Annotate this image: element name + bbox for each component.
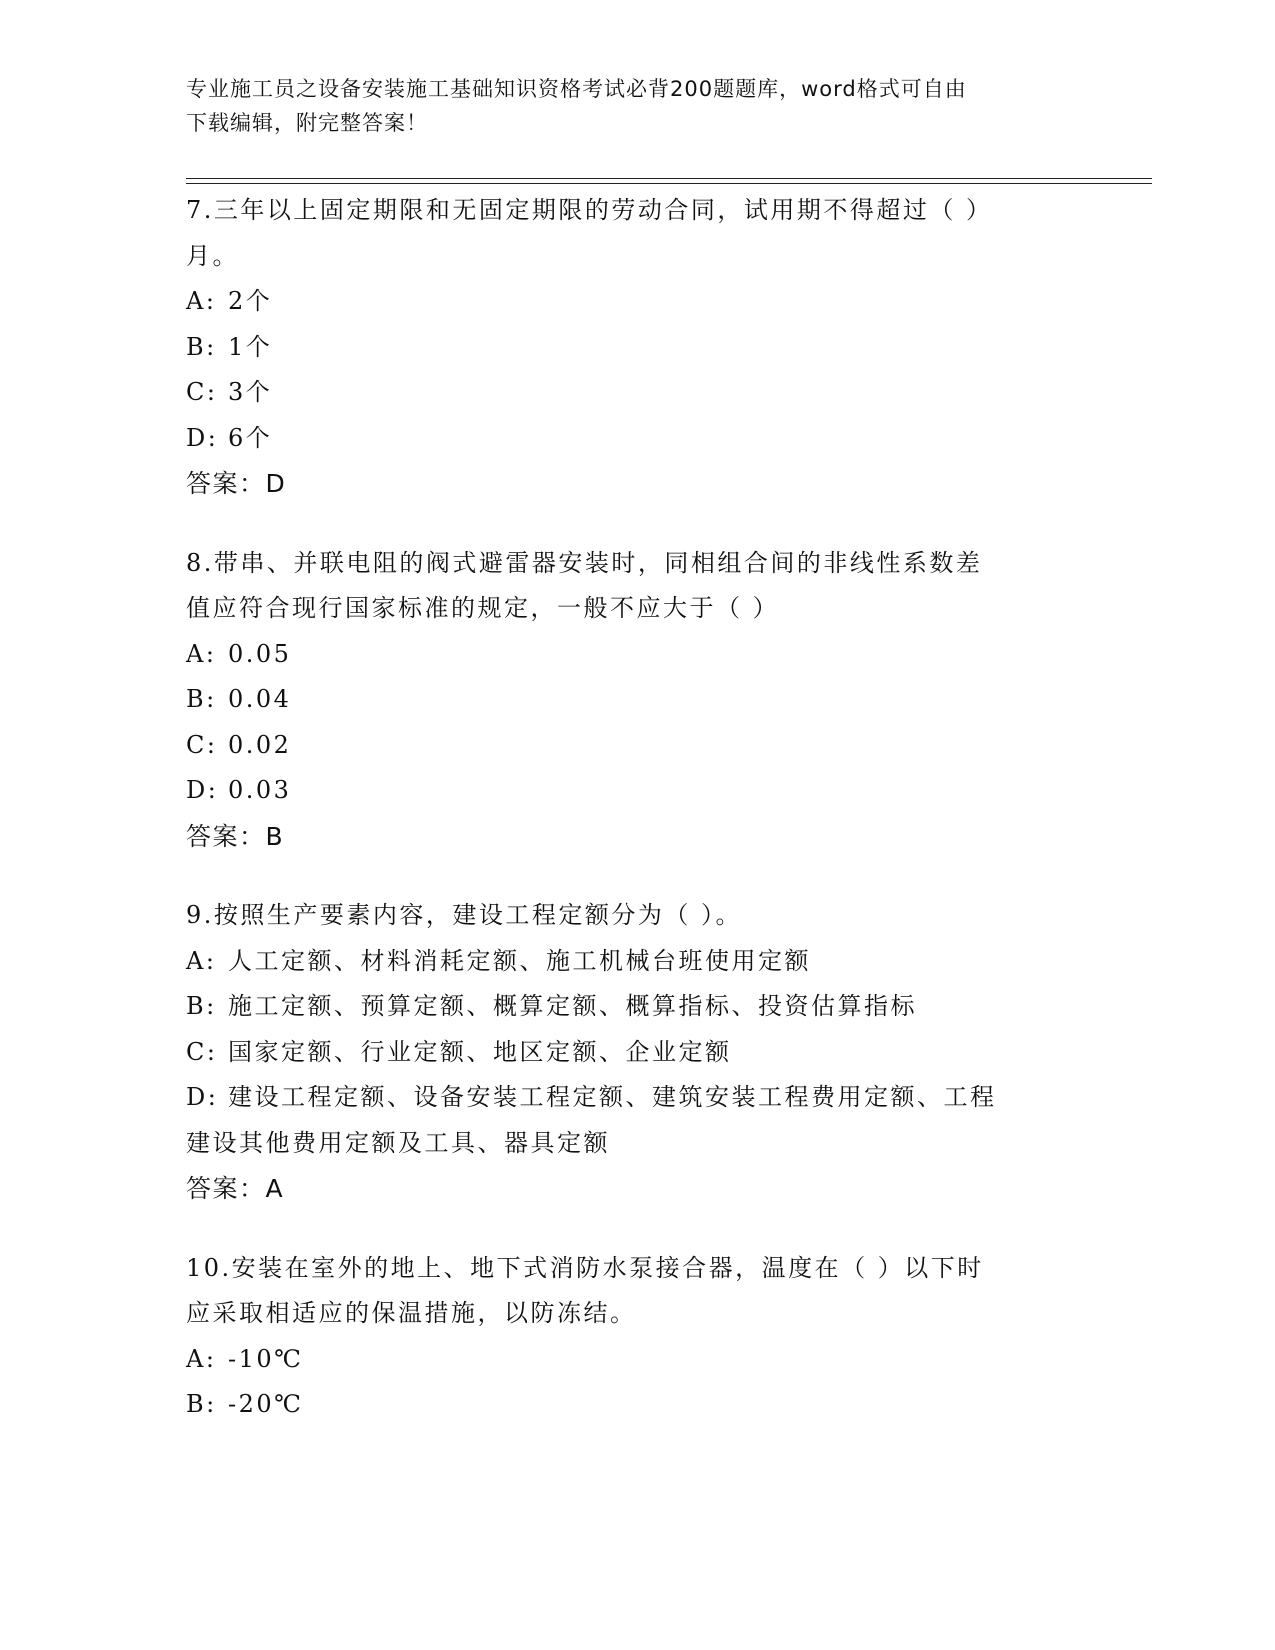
- document-header: [186, 72, 1086, 140]
- option-a: [186, 279, 1086, 325]
- question-text: 应采取相适应的保温措施，以防冻结。: [186, 1299, 637, 1327]
- question-9: [186, 893, 1086, 1212]
- question-text: 10.安装在室外的地上、地下式消防水泵接合器，温度在（ ）以下时: [186, 1253, 984, 1282]
- question-text: 8.带串、并联电阻的阀式避雷器安装时，同相组合间的非线性系数差: [186, 548, 983, 577]
- question-7: [186, 188, 1086, 507]
- option-c: [186, 370, 1086, 416]
- option-key: D:: [186, 423, 219, 452]
- option-text: 施工定额、预算定额、概算定额、概算指标、投资估算指标: [228, 992, 917, 1020]
- question-text: 月。: [186, 241, 239, 270]
- option-text: 建设工程定额、设备安装工程定额、建筑安装工程费用定额、工程: [228, 1083, 997, 1111]
- option-d: [186, 768, 1086, 814]
- question-10: [186, 1246, 1086, 1428]
- option-a: [186, 1337, 1086, 1383]
- option-key: A:: [186, 287, 217, 315]
- question-text: 值应符合现行国家标准的规定，一般不应大于（ ）: [186, 594, 780, 622]
- option-a: [186, 939, 1086, 985]
- option-d-continuation: 建设其他费用定额及工具、器具定额: [186, 1128, 610, 1157]
- option-a: [186, 632, 1086, 678]
- option-key: B:: [186, 1390, 217, 1418]
- option-b: [186, 677, 1086, 723]
- option-key: C:: [186, 730, 218, 759]
- option-text: 1个: [228, 332, 273, 361]
- option-d: [186, 416, 1086, 462]
- option-d: [186, 1075, 1086, 1121]
- header-line-2: 下载编辑，附完整答案！: [186, 111, 428, 135]
- option-c: [186, 723, 1086, 769]
- option-text: 国家定额、行业定额、地区定额、企业定额: [228, 1037, 732, 1066]
- answer-text: 答案：B: [186, 821, 285, 851]
- option-key: C:: [186, 1037, 218, 1066]
- option-text: 3个: [228, 378, 273, 406]
- answer-text: 答案：A: [186, 1174, 285, 1203]
- answer-text: 答案：D: [186, 469, 287, 498]
- option-key: B:: [186, 685, 217, 713]
- option-key: A:: [186, 639, 217, 668]
- option-key: A:: [186, 1344, 217, 1373]
- option-text: 0.05: [228, 639, 292, 668]
- option-text: -20℃: [228, 1390, 304, 1418]
- option-key: D:: [186, 1083, 219, 1111]
- option-b: [186, 325, 1086, 371]
- option-text: 人工定额、材料消耗定额、施工机械台班使用定额: [228, 946, 811, 975]
- question-text: 9.按照生产要素内容，建设工程定额分为（ ）。: [186, 901, 743, 929]
- option-c: [186, 1030, 1086, 1076]
- option-key: B:: [186, 992, 217, 1020]
- option-b: [186, 984, 1086, 1030]
- header-line-1: 专业施工员之设备安装施工基础知识资格考试必背200题题库，word格式可自由: [186, 77, 967, 101]
- option-key: D:: [186, 776, 219, 804]
- option-text: -10℃: [228, 1344, 304, 1373]
- option-key: C:: [186, 378, 218, 406]
- option-b: [186, 1382, 1086, 1428]
- header-divider-top: [186, 178, 1152, 179]
- option-text: 2个: [228, 287, 273, 315]
- option-text: 0.04: [228, 685, 292, 713]
- option-text: 0.02: [228, 730, 292, 759]
- option-key: A:: [186, 946, 217, 975]
- option-text: 0.03: [228, 776, 292, 804]
- header-divider-bottom: [186, 183, 1152, 184]
- question-8: [186, 541, 1086, 860]
- option-key: B:: [186, 332, 217, 361]
- question-text: 7.三年以上固定期限和无固定期限的劳动合同，试用期不得超过（ ）: [186, 196, 993, 224]
- option-text: 6个: [228, 423, 273, 452]
- question-list: [186, 188, 1086, 1462]
